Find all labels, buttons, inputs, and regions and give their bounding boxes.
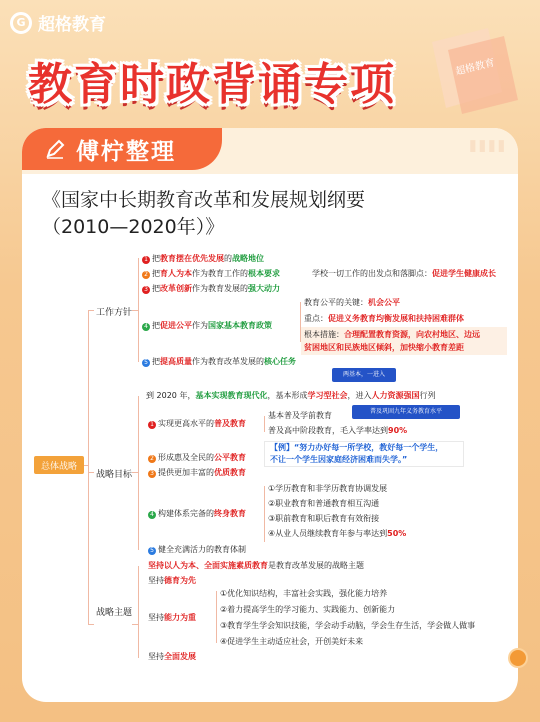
lifelong-3: ③职前教育和职后教育有效衔接 bbox=[268, 514, 380, 523]
number-3-icon: 3 bbox=[148, 470, 156, 478]
goal-item-1: 1 实现更高水平的普及教育 bbox=[148, 419, 246, 429]
lifelong-1: ①学历教育和非学历教育协调发展 bbox=[268, 484, 388, 493]
fairness-measures-line-2: 贫困地区和民族地区倾斜，加快缩小教育差距 bbox=[304, 343, 464, 352]
goal-item-2: 2 形成惠及全民的公平教育 bbox=[148, 453, 246, 463]
ability-4: ④促进学生主动适应社会，开创美好未来 bbox=[220, 637, 364, 646]
goal-item-5: 5 健全充满活力的教育体制 bbox=[148, 545, 246, 555]
example-line-1: 【例】“努力办好每一所学校，教好每一个学生， bbox=[270, 443, 444, 452]
section-tab-label: 傅柠整理 bbox=[76, 138, 176, 165]
lifelong-2: ②职业教育和普通教育相互沟通 bbox=[268, 499, 380, 508]
document-title: 《国家中长期教育改革和发展规划纲要（2010—2020年）》 bbox=[42, 189, 366, 238]
fairness-key: 教育公平的关键：机会公平 bbox=[304, 298, 400, 307]
guideline-item-1: 1 把教育摆在优先发展的战略地位 bbox=[142, 254, 264, 264]
lifelong-4: ④从业人员继续教育年参与率达到50% bbox=[268, 529, 407, 538]
guideline-item-2: 2 把育人为本作为教育工作的根本要求 bbox=[142, 269, 280, 279]
root-connector-stub bbox=[84, 465, 88, 466]
number-2-icon: 2 bbox=[148, 455, 156, 463]
number-1-icon: 1 bbox=[148, 421, 156, 429]
popular-preschool: 基本普及学前教育 bbox=[268, 411, 332, 420]
number-1-icon: 1 bbox=[142, 256, 150, 264]
connector bbox=[88, 624, 94, 625]
guideline-item-4: 4 把促进公平作为国家基本教育政策 bbox=[142, 321, 272, 331]
guideline-item-5: 5 把提高质量作为教育改革发展的核心任务 bbox=[142, 357, 296, 367]
section-tab bbox=[22, 128, 222, 170]
ability-1: ①优化知识结构，丰富社会实践，强化能力培养 bbox=[220, 589, 388, 598]
callout-compulsory: 普及巩固九年义务教育水平 bbox=[352, 405, 460, 419]
category-goal: 战略目标 bbox=[96, 470, 133, 480]
guideline-item-3: 3 把改革创新作为教育发展的强大动力 bbox=[142, 284, 280, 294]
books-illustration-icon bbox=[418, 22, 526, 118]
root-node: 总体战略 bbox=[34, 456, 84, 474]
popular-highschool: 普及高中阶段教育，毛入学率达到90% bbox=[268, 426, 408, 435]
number-5-icon: 5 bbox=[142, 359, 150, 367]
connector bbox=[132, 310, 138, 311]
lifelong-connector bbox=[264, 486, 265, 542]
coin-icon bbox=[508, 648, 528, 668]
logo-icon: G bbox=[10, 12, 32, 34]
logo-text: 超格教育 bbox=[38, 15, 106, 35]
fairness-measures-line-1: 根本措施：合理配置教育资源，向农村地区、边远 bbox=[304, 330, 480, 339]
ability-2: ②着力提高学生的学习能力、实践能力、创新能力 bbox=[220, 605, 396, 614]
number-4-icon: 4 bbox=[148, 511, 156, 519]
theme-lead: 坚持以人为本、全面实施素质教育是教育改革发展的战略主题 bbox=[148, 561, 364, 570]
theme-moral: 坚持德育为先 bbox=[148, 576, 196, 585]
example-line-2: 不让一个学生因家庭经济困难而失学。” bbox=[270, 455, 408, 464]
number-4-icon: 4 bbox=[142, 323, 150, 331]
brand-logo bbox=[10, 10, 106, 35]
theme-ability: 坚持能力为重 bbox=[148, 613, 196, 622]
student-growth-note: 学校一切工作的出发点和落脚点：促进学生健康成长 bbox=[312, 269, 496, 278]
root-connector bbox=[88, 310, 89, 624]
guideline-connector bbox=[138, 258, 139, 362]
category-guideline: 工作方针 bbox=[96, 308, 133, 318]
svg-text:超格教育: 超格教育 bbox=[454, 57, 496, 78]
quote-mark-icon: "" bbox=[466, 132, 504, 183]
ability-connector bbox=[216, 591, 217, 643]
theme-all-round: 坚持全面发展 bbox=[148, 652, 196, 661]
number-5-icon: 5 bbox=[148, 547, 156, 555]
goal-item-3: 3 提供更加丰富的优质教育 bbox=[148, 468, 246, 478]
number-3-icon: 3 bbox=[142, 286, 150, 294]
connector bbox=[132, 624, 138, 625]
connector bbox=[132, 472, 138, 473]
popular-connector bbox=[264, 416, 265, 432]
callout-two-basics: 两基本，一进入 bbox=[332, 368, 396, 382]
fairness-focus: 重点：促进义务教育均衡发展和扶持困难群体 bbox=[304, 314, 464, 323]
goal-connector bbox=[138, 396, 139, 550]
number-2-icon: 2 bbox=[142, 271, 150, 279]
pen-icon bbox=[44, 138, 66, 160]
goal-lead: 到 2020 年，基本实现教育现代化，基本形成学习型社会，进入人力资源强国行列 bbox=[146, 391, 436, 400]
page-title: 教育时政背诵专项 bbox=[28, 59, 396, 110]
theme-connector bbox=[138, 566, 139, 658]
goal-item-4: 4 构建体系完备的终身教育 bbox=[148, 509, 246, 519]
connector bbox=[88, 310, 94, 311]
category-theme: 战略主题 bbox=[96, 608, 133, 618]
ability-3: ③教育学生学会知识技能，学会动手动脑，学会生存生活，学会做人做事 bbox=[220, 621, 476, 630]
connector bbox=[88, 472, 94, 473]
